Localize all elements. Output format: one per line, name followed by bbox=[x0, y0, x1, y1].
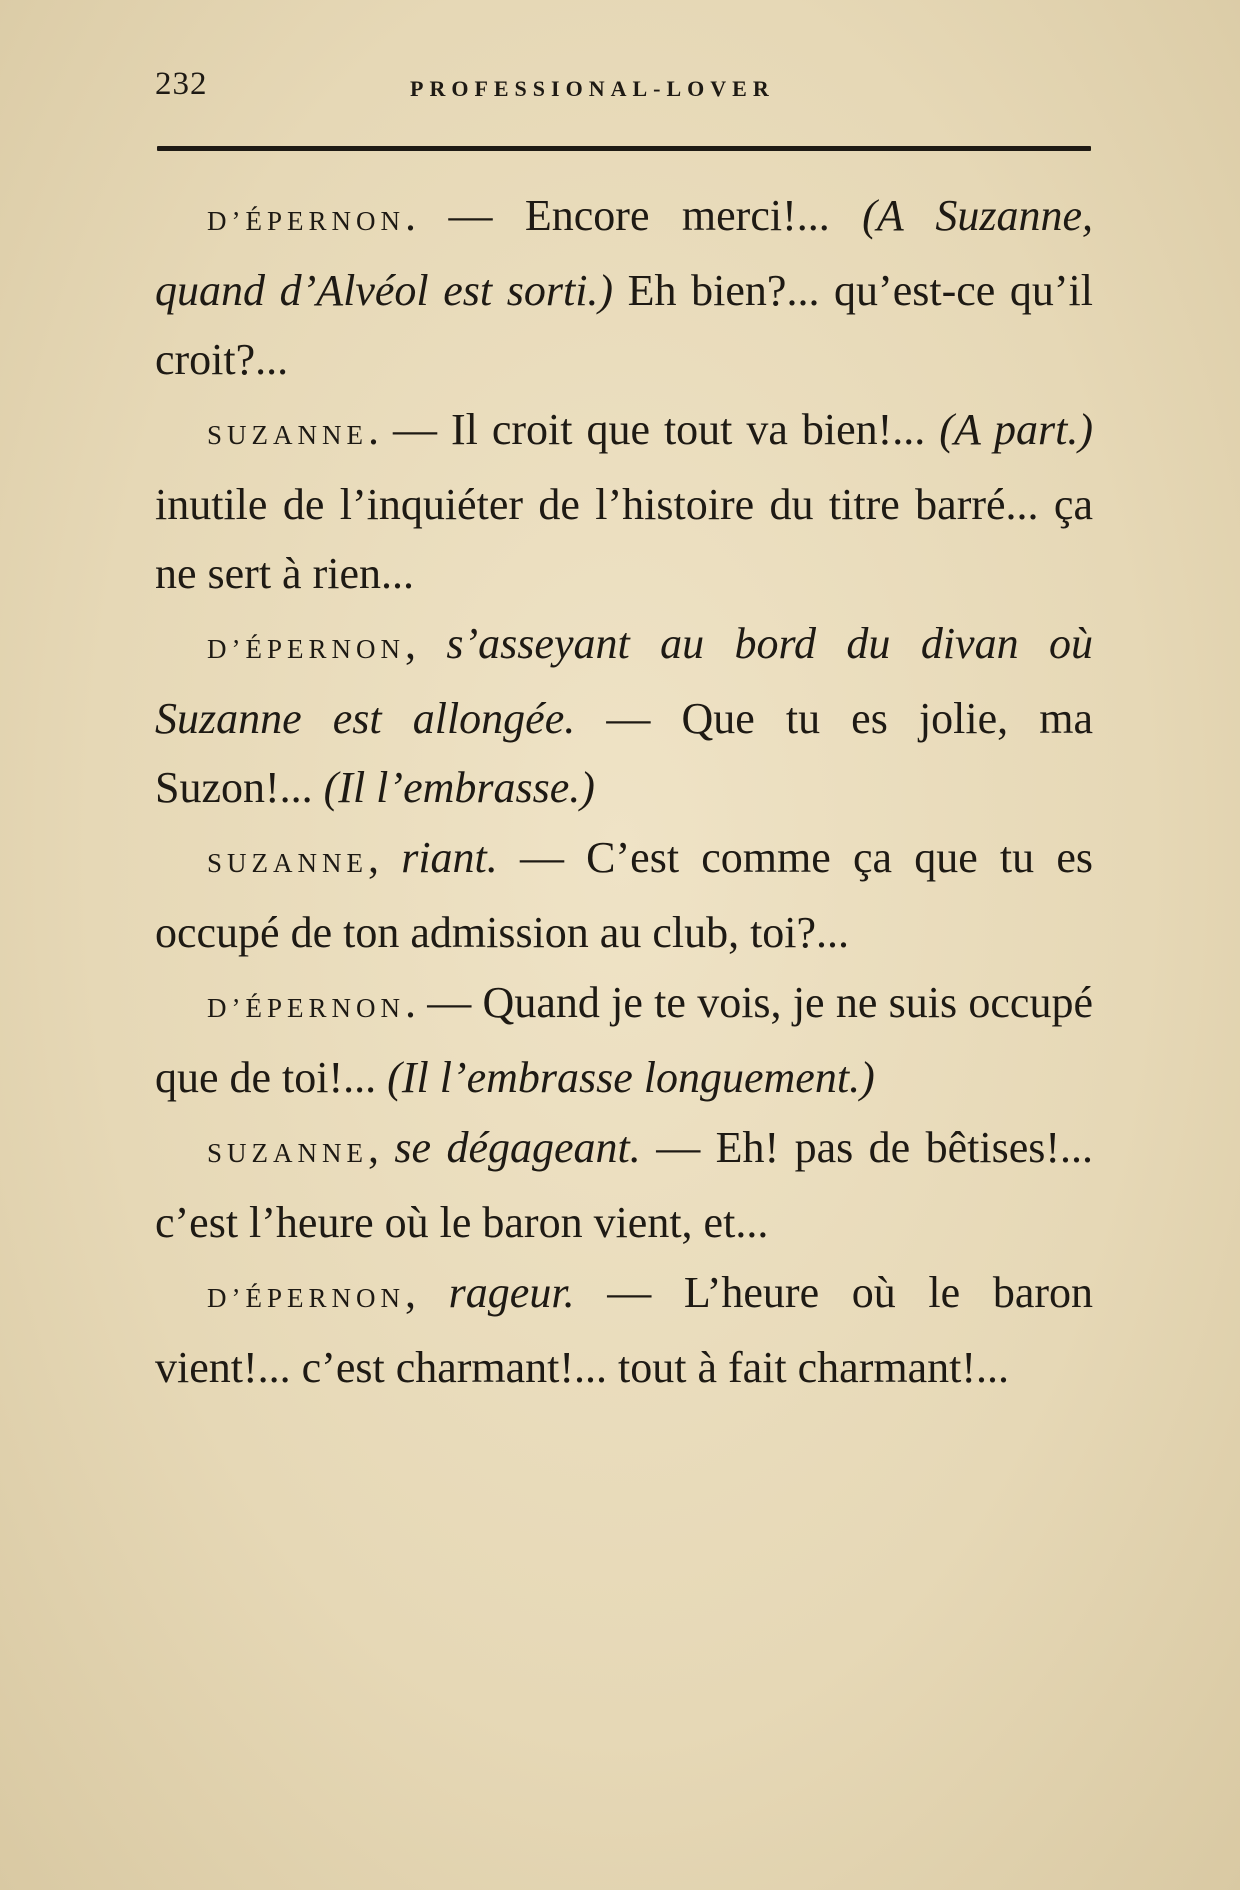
speaker-name: SUZANNE bbox=[207, 848, 368, 878]
stage-direction: se dégageant. bbox=[394, 1123, 641, 1172]
dialogue-line: . — Encore merci!... bbox=[405, 191, 863, 240]
dialogue-line: inutile de l’inquiéter de l’histoire du titre barré... ça ne sert à rien... bbox=[155, 480, 1093, 598]
dialogue-paragraph bbox=[155, 823, 1093, 967]
speaker-name: D’ÉPERNON bbox=[207, 993, 405, 1023]
stage-direction: (Il l’embrasse.) bbox=[323, 763, 595, 812]
page-header bbox=[155, 62, 1093, 118]
dialogue-line: . — Quand je te vois, je ne suis occupé que de toi!... bbox=[155, 978, 1093, 1102]
stage-direction: riant. bbox=[401, 833, 498, 882]
dialogue-text bbox=[155, 181, 1093, 1402]
stage-direction: (A Suzanne, quand d’Alvéol est sorti.) bbox=[155, 191, 1093, 315]
page-number: 232 bbox=[155, 66, 208, 102]
book-page bbox=[155, 62, 1093, 1403]
dialogue-paragraph bbox=[155, 395, 1093, 608]
dialogue-line: , bbox=[405, 1268, 449, 1317]
dialogue-line: . — Il croit que tout va bien!... bbox=[368, 405, 940, 454]
speaker-name: D’ÉPERNON bbox=[207, 634, 405, 664]
dialogue-line: — Eh! pas de bêtises!... c’est l’heure où le baron vient, et... bbox=[155, 1123, 1093, 1247]
dialogue-line: Eh bien?... qu’est-ce qu’il croit?... bbox=[155, 266, 1093, 384]
dialogue-line: — C’est comme ça que tu es occupé de ton admission au club, toi?... bbox=[155, 833, 1093, 957]
header-rule bbox=[157, 146, 1091, 151]
stage-direction: (A part.) bbox=[939, 405, 1094, 454]
stage-direction: (Il l’embrasse longuement.) bbox=[387, 1053, 875, 1102]
speaker-name: D’ÉPERNON bbox=[207, 1283, 405, 1313]
dialogue-line: , bbox=[368, 833, 402, 882]
dialogue-paragraph bbox=[155, 181, 1093, 394]
speaker-name: SUZANNE bbox=[207, 1138, 368, 1168]
dialogue-line: — L’heure où le baron vient!... c’est charmant!... tout à fait charmant!... bbox=[155, 1268, 1094, 1392]
stage-direction: rageur. bbox=[448, 1268, 575, 1317]
dialogue-paragraph bbox=[155, 609, 1093, 822]
running-title: PROFESSIONAL-LOVER bbox=[410, 76, 775, 101]
speaker-name: D’ÉPERNON bbox=[207, 206, 405, 236]
dialogue-paragraph bbox=[155, 968, 1093, 1112]
dialogue-line: , bbox=[368, 1123, 395, 1172]
dialogue-line: , bbox=[405, 619, 447, 668]
speaker-name: SUZANNE bbox=[207, 420, 368, 450]
dialogue-paragraph bbox=[155, 1113, 1093, 1257]
dialogue-paragraph bbox=[155, 1258, 1093, 1402]
stage-direction: s’asseyant au bord du divan où Suzanne est allongée. bbox=[155, 619, 1093, 743]
dialogue-line: — Que tu es jolie, ma Suzon!... bbox=[155, 694, 1093, 812]
